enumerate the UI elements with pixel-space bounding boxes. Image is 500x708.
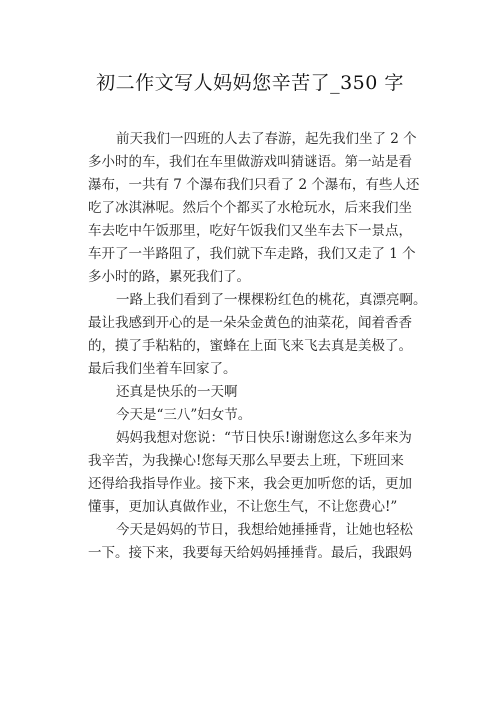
text-line: 还得给我指导作业。接下来，我会更加听您的话，更加 bbox=[88, 476, 412, 492]
text-line: 最后我们坐着车回家了。 bbox=[88, 361, 237, 377]
text-line: 多小时的路，累死我们了。 bbox=[88, 269, 250, 285]
text-line: 今天是“三八”妇女节。 bbox=[116, 407, 252, 423]
text-line: 车开了一半路阻了，我们就下车走路，我们又走了 1 个 bbox=[88, 246, 416, 262]
document-body bbox=[88, 128, 427, 565]
text-line: 前天我们一四班的人去了春游，起先我们坐了 2 个 bbox=[116, 131, 417, 147]
text-line: 瀑布，一共有 7 个瀑布我们只看了 2 个瀑布，有些人还 bbox=[88, 177, 420, 193]
text-line: 的，摸了手粘粘的，蜜蜂在上面飞来飞去真是美极了。 bbox=[88, 338, 412, 354]
text-line: 今天是妈妈的节日，我想给她捶捶背，让她也轻松 bbox=[116, 522, 413, 538]
text-line: 还真是快乐的一天啊 bbox=[116, 384, 238, 400]
document-title: 初二作文写人妈妈您辛苦了_350 字 bbox=[96, 72, 404, 94]
text-line: 懂事，更加认真做作业，不让您生气，不让您费心!” bbox=[88, 499, 398, 515]
text-line: 我辛苦，为我操心!您每天那么早要去上班，下班回来 bbox=[88, 453, 404, 469]
text-line: 吃了冰淇淋呢。然后个个都买了水枪玩水，后来我们坐 bbox=[88, 200, 412, 216]
text-line: 一下。接下来，我要每天给妈妈捶捶背。最后，我跟妈 bbox=[88, 545, 412, 561]
text-line: 最让我感到开心的是一朵朵金黄色的油菜花，闻着香香 bbox=[88, 315, 412, 331]
text-line: 一路上我们看到了一棵棵粉红色的桃花，真漂亮啊。 bbox=[116, 292, 427, 308]
text-line: 多小时的车，我们在车里做游戏叫猜谜语。第一站是看 bbox=[88, 154, 412, 170]
text-line: 妈妈我想对您说：“节日快乐!谢谢您这么多年来为 bbox=[116, 430, 412, 446]
text-line: 车去吃中午饭那里，吃好午饭我们又坐车去下一景点， bbox=[88, 223, 412, 239]
